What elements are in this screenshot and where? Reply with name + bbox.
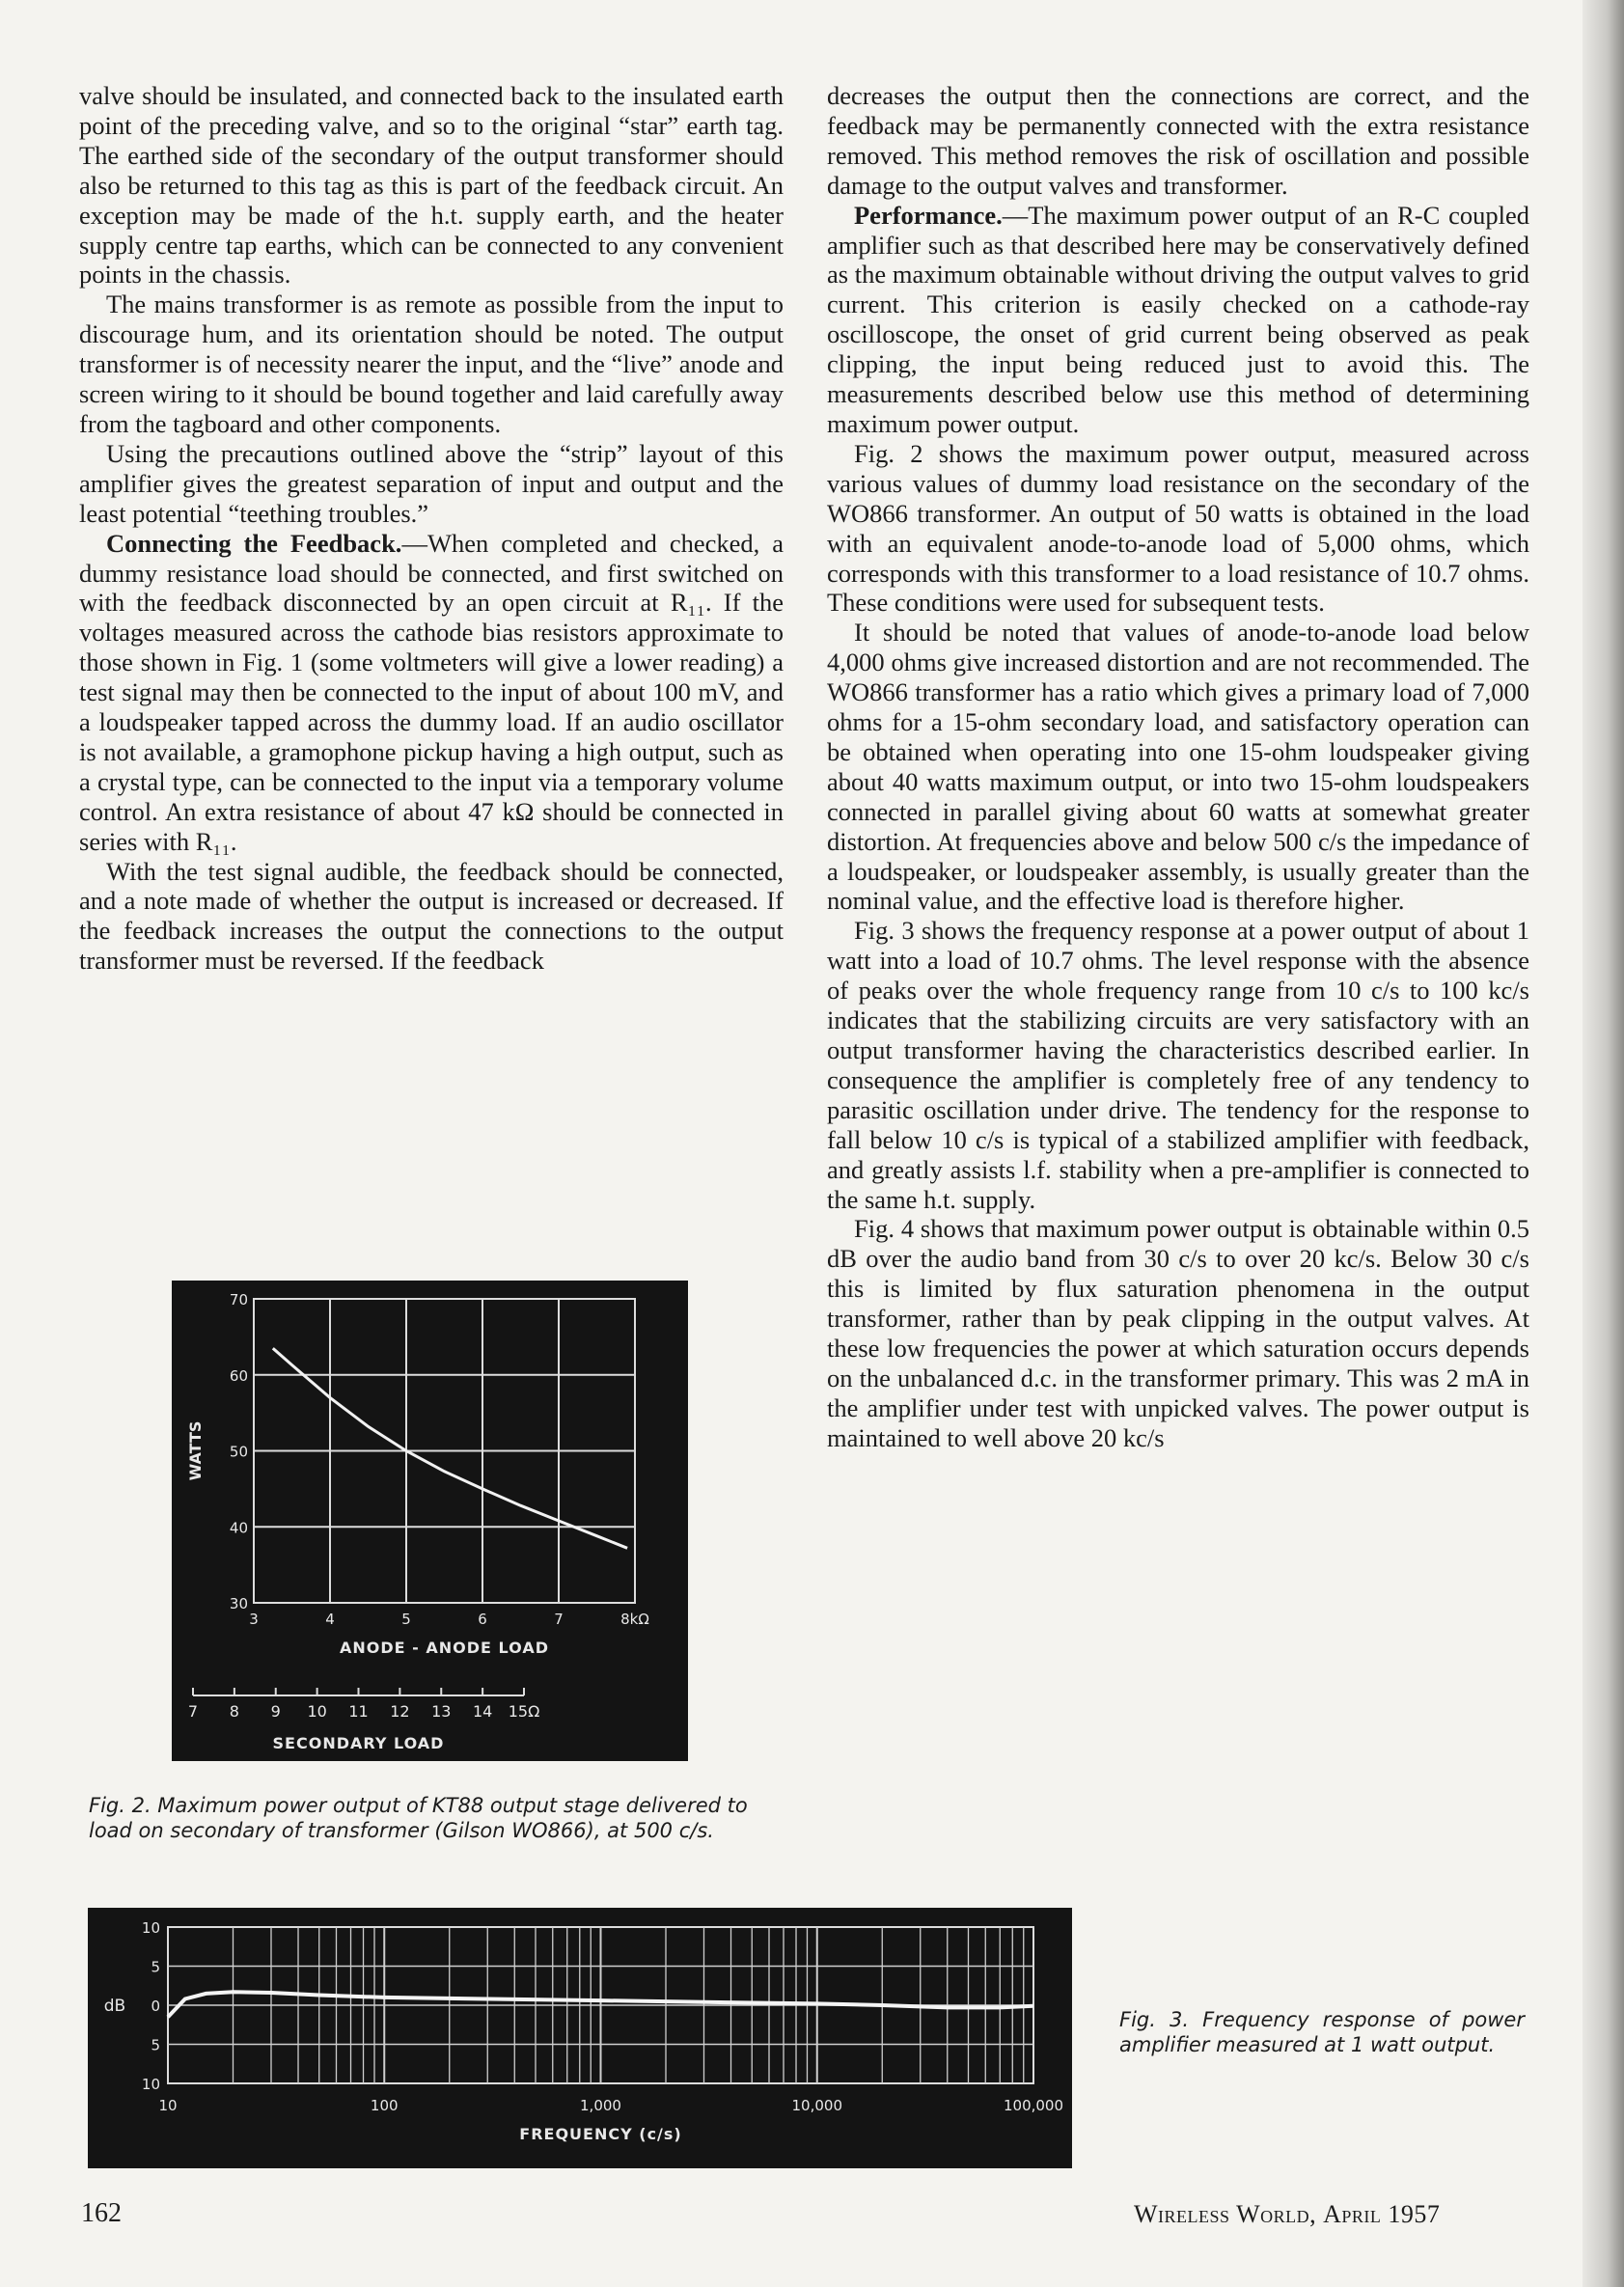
figure-3-frequency-chart [88,1908,1072,2168]
figure-3-caption: Fig. 3. Frequency response of power amplifier measured at 1 watt output. [1119,2008,1525,2056]
paragraph-body: —When completed and checked, a dummy resistance load should be connected, and first switched on with the feedback disconnected by an open circuit at R₁₁. If the voltages measured across the cathode bias resistors approximate to those shown in Fig. 1 (some voltmeters will give a lower reading) a test signal may then be connected to the input of about 100 mV, and a loudspeaker tapped across the dummy load. If an audio oscillator is not available, a gramophone pickup having a high output, such as a crystal type, can be connected to the input via a temporary volume control. An extra resistance of about 47 kΩ should be connected in series with R₁₁. [79,528,784,856]
figure-2-caption: Fig. 2. Maximum power output of KT88 output stage delivered to load on secondary of transformer (Gilson WO866), at 500 c/s. [89,1794,748,1842]
y-tick-label: 30 [229,1595,248,1612]
power-output-curve [273,1348,627,1548]
secondary-tick-label: 9 [270,1702,281,1721]
paragraph [827,201,1529,439]
x-axis-label: ANODE - ANODE LOAD [340,1639,549,1657]
y-tick-label: 60 [229,1366,248,1385]
secondary-tick-label: 15Ω [508,1702,540,1721]
frequency-response-chart [88,1908,1072,2168]
x-tick-label: 8kΩ [620,1611,649,1628]
secondary-tick-label: 8 [229,1702,239,1721]
y-tick-label: 10 [141,2076,160,2093]
secondary-tick-label: 13 [431,1702,452,1721]
x-tick-label: 4 [325,1611,335,1628]
paragraph: Fig. 2 shows the maximum power output, measured across various values of dummy load resistance on the secondary of the WO866 transformer. An output of 50 watts is obtained in the load with an equivalent anode-to-anode load of 5,000 ohms, which corresponds with this transformer to a load resistance of 10.7 ohms. These conditions were used for subsequent tests. [827,438,1529,618]
y-tick-label: 5 [151,1958,160,1976]
running-footer [1134,2200,1440,2229]
y-tick-label: 5 [151,2036,160,2054]
x-tick-label: 100,000 [1003,2097,1064,2114]
page-number: 162 [81,2198,122,2228]
figure-2-power-chart [172,1281,688,1761]
paragraph: Fig. 3 shows the frequency response at a power output of about 1 watt into a load of 10.7 ohms. The level response with the absence of peaks over the whole frequency range from 10 c/s to 100 kc/s indicates that the stabilizing circuits are very satisfactory with an output transformer having the characteristics described earlier. In consequence the amplifier is completely free of any tendency to parasitic oscillation under drive. The tendency for the response to fall below 10 c/s is typical of a stabilized amplifier with feedback, and greatly assists l.f. stability when a pre-amplifier is connected to the same h.t. supply. [827,916,1529,1214]
y-tick-label: 40 [229,1519,248,1537]
secondary-axis-label: SECONDARY LOAD [272,1734,445,1752]
journal-name: Wireless World, [1134,2200,1317,2228]
power-output-chart [172,1281,688,1761]
right-text-column [827,81,1529,1453]
y-tick-label: 50 [229,1443,248,1461]
paragraph: It should be noted that values of anode-to-anode load below 4,000 ohms give increased distortion and are not recommended. The WO866 transformer has a ratio which gives a primary load of 7,000 ohms for a 15-ohm secondary load, and satisfactory operation can be obtained when operating into one 15-ohm loudspeaker giving about 40 watts maximum output, or into two 15-ohm loudspeakers connected in parallel giving about 60 watts at somewhat greater distortion. At frequencies above and below 500 c/s the impedance of a loudspeaker, or loudspeaker assembly, is usually greater than the nominal value, and the effective load is therefore higher. [827,618,1529,916]
paragraph: With the test signal audible, the feedback should be connected, and a note made of whether the output is increased or decreased. If the feedback increases the output the connections to the output transformer must be reversed. If the feedback [79,856,784,976]
x-tick-label: 10,000 [791,2097,842,2114]
y-tick-label: 10 [141,1919,160,1937]
paragraph: Fig. 4 shows that maximum power output is obtainable within 0.5 dB over the audio band from 30 c/s to over 20 kc/s. Below 30 c/s this is limited by flux saturation phenomena in the output transformer, rather than by peak clipping in the output valves. At these low frequencies the power at which saturation occurs depends on the unbalanced d.c. in the transformer primary. This was 2 mA in the amplifier under test with unpicked valves. The power output is maintained to well above 20 kc/s [827,1214,1529,1452]
paragraph: Using the precautions outlined above the “strip” layout of this amplifier gives the greatest separation of input and output and the least potential “teething troubles.” [79,438,784,528]
x-tick-label: 1,000 [580,2097,621,2114]
x-tick-label: 100 [370,2097,399,2114]
secondary-tick-label: 7 [187,1702,199,1721]
issue-date: April 1957 [1323,2200,1441,2228]
x-tick-label: 5 [401,1611,411,1628]
section-heading: Connecting the Feedback. [106,528,402,558]
y-axis-label: WATTS [186,1420,205,1481]
y-tick-label: 0 [151,1998,160,2015]
x-tick-label: 7 [554,1611,564,1628]
x-axis-label: FREQUENCY (c/s) [519,2125,682,2143]
secondary-tick-label: 14 [472,1702,493,1721]
paragraph: valve should be insulated, and connected back to the insulated earth point of the preceding valve, and so to the original “star” earth tag. The earthed side of the secondary of the output transformer should also be returned to this tag as this is part of the feedback circuit. An exception may be made of the h.t. supply earth, and the heater supply centre tap earths, which can be connected to any convenient points in the chassis. [79,81,784,289]
x-tick-label: 10 [158,2097,178,2114]
paragraph [79,529,784,857]
x-tick-label: 3 [249,1611,259,1628]
secondary-tick-label: 11 [348,1702,369,1721]
secondary-tick-label: 10 [307,1702,327,1721]
paragraph: The mains transformer is as remote as possible from the input to discourage hum, and its orientation should be noted. The output transformer is of necessity nearer the input, and the “live” anode and screen wiring to it should be bound together and laid carefully away from the tagboard and other components. [79,289,784,438]
left-text-column [79,81,784,976]
page-spine-shadow [1583,0,1624,2287]
section-heading: Performance. [854,200,1003,230]
paragraph: decreases the output then the connections are correct, and the feedback may be permanently connected with the extra resistance removed. This method removes the risk of oscillation and possible damage to the output valves and transformer. [827,81,1529,200]
x-tick-label: 6 [478,1611,487,1628]
secondary-tick-label: 12 [390,1702,410,1721]
y-tick-label: 70 [229,1291,248,1309]
paragraph-body: —The maximum power output of an R-C coupled amplifier such as that described here may be conservatively defined as the maximum obtainable without driving the output valves to grid current. This criterion is easily checked on a cathode-ray oscilloscope, the onset of grid current being observed as peak clipping, the input being reduced just to avoid this. The measurements described below use this method of determining maximum power output. [827,200,1529,438]
y-axis-label: dB [103,1997,126,2016]
